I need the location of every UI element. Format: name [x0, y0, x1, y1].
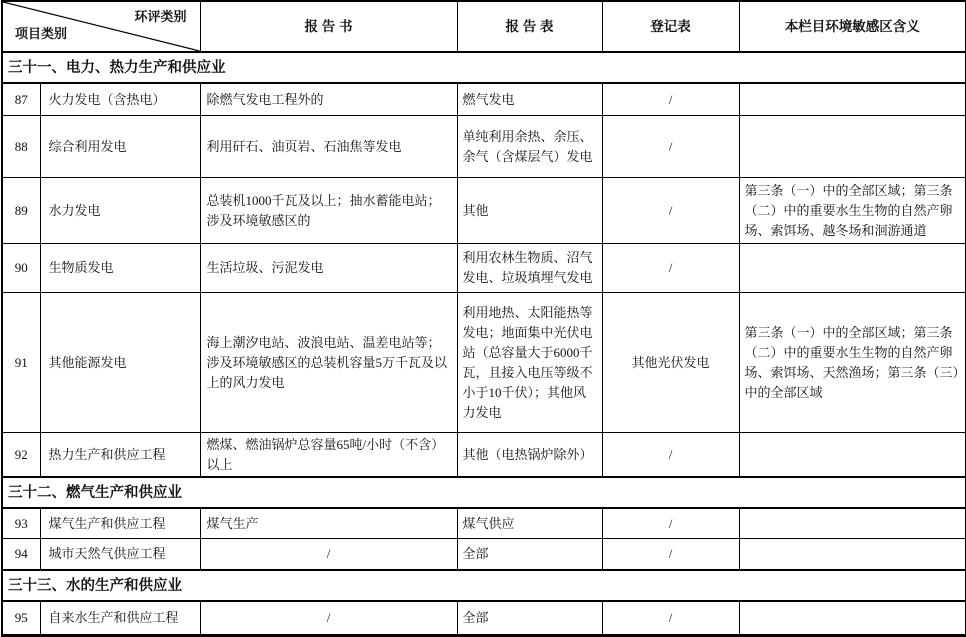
row-number-cell: 89: [2, 178, 40, 244]
row-number-cell: 87: [2, 83, 40, 116]
report-form-cell: 利用地热、太阳能热等发电；地面集中光伏电站（总容量大于6000千瓦，且接入电压等级不小于10千伏）；其他风力发电: [457, 293, 602, 433]
row-number-cell: 94: [2, 539, 40, 571]
category-cell: 城市天然气供应工程: [40, 539, 200, 571]
col-header-registration: 登记表: [602, 1, 739, 52]
diagonal-header-cell: [2, 1, 200, 52]
category-cell: 火力发电（含热电）: [40, 83, 200, 116]
sensitive-area-cell: [739, 539, 966, 571]
sensitive-area-cell: [739, 601, 966, 636]
table-row: [2, 539, 966, 571]
report-form-cell: 煤气供应: [457, 508, 602, 539]
report-book-cell: 煤气生产: [200, 508, 457, 539]
table-header-row: [2, 1, 966, 52]
category-cell: 生物质发电: [40, 244, 200, 293]
report-form-cell: 单纯利用余热、余压、余气（含煤层气）发电: [457, 116, 602, 178]
registration-cell: /: [602, 178, 739, 244]
category-cell: 热力生产和供应工程: [40, 433, 200, 478]
col-header-sensitive-area: 本栏目环境敏感区含义: [739, 1, 966, 52]
table-row: [2, 508, 966, 539]
row-number-cell: 91: [2, 293, 40, 433]
registration-cell: /: [602, 244, 739, 293]
sensitive-area-cell: [739, 508, 966, 539]
eia-category-table: [1, 0, 966, 637]
report-book-cell: 总装机1000千瓦及以上；抽水蓄能电站；涉及环境敏感区的: [200, 178, 457, 244]
registration-cell: /: [602, 116, 739, 178]
table-row: [2, 293, 966, 433]
category-cell: 自来水生产和供应工程: [40, 601, 200, 636]
row-number-cell: 90: [2, 244, 40, 293]
section-row: [2, 477, 966, 508]
report-form-cell: 其他（电热锅炉除外）: [457, 433, 602, 478]
registration-cell: /: [602, 433, 739, 478]
report-book-cell: 除燃气发电工程外的: [200, 83, 457, 116]
report-book-cell: /: [200, 601, 457, 636]
report-form-cell: 全部: [457, 539, 602, 571]
report-form-cell: 全部: [457, 601, 602, 636]
row-number-cell: 95: [2, 601, 40, 636]
sensitive-area-cell: [739, 83, 966, 116]
section-title: 三十三、水的生产和供应业: [2, 570, 966, 601]
section-title: 三十一、电力、热力生产和供应业: [2, 52, 966, 83]
report-book-cell: /: [200, 539, 457, 571]
row-number-cell: 93: [2, 508, 40, 539]
category-cell: 水力发电: [40, 178, 200, 244]
row-number-cell: 88: [2, 116, 40, 178]
category-cell: 其他能源发电: [40, 293, 200, 433]
col-header-report-book: 报 告 书: [200, 1, 457, 52]
table-row: [2, 83, 966, 116]
report-form-cell: 燃气发电: [457, 83, 602, 116]
report-book-cell: 生活垃圾、污泥发电: [200, 244, 457, 293]
section-row: [2, 52, 966, 83]
section-title: 三十二、燃气生产和供应业: [2, 477, 966, 508]
sensitive-area-cell: [739, 116, 966, 178]
report-book-cell: 海上潮汐电站、波浪电站、温差电站等；涉及环境敏感区的总装机容量5万千瓦及以上的风力发电: [200, 293, 457, 433]
registration-cell: /: [602, 539, 739, 571]
registration-cell: /: [602, 508, 739, 539]
category-cell: 煤气生产和供应工程: [40, 508, 200, 539]
registration-cell: /: [602, 83, 739, 116]
table-row: [2, 116, 966, 178]
category-cell: 综合利用发电: [40, 116, 200, 178]
header-eia-category-label: 环评类别: [134, 9, 187, 24]
table-row: [2, 601, 966, 636]
header-project-category-label: 项目类别: [15, 26, 68, 41]
sensitive-area-cell: [739, 433, 966, 478]
table-row: [2, 178, 966, 244]
row-number-cell: 92: [2, 433, 40, 478]
sensitive-area-cell: 第三条（一）中的全部区域；第三条（二）中的重要水生生物的自然产卵场、索饵场、越冬场和洄游通道: [739, 178, 966, 244]
report-form-cell: 利用农林生物质、沼气发电、垃圾填埋气发电: [457, 244, 602, 293]
registration-cell: /: [602, 601, 739, 636]
table-row: [2, 433, 966, 478]
table-row: [2, 244, 966, 293]
registration-cell: 其他光伏发电: [602, 293, 739, 433]
col-header-report-form: 报 告 表: [457, 1, 602, 52]
report-book-cell: 燃煤、燃油锅炉总容量65吨/小时（不含）以上: [200, 433, 457, 478]
sensitive-area-cell: 第三条（一）中的全部区域；第三条（二）中的重要水生生物的自然产卵场、索饵场、天然渔场；第三条（三）中的全部区域: [739, 293, 966, 433]
report-form-cell: 其他: [457, 178, 602, 244]
sensitive-area-cell: [739, 244, 966, 293]
section-row: [2, 570, 966, 601]
report-book-cell: 利用矸石、油页岩、石油焦等发电: [200, 116, 457, 178]
